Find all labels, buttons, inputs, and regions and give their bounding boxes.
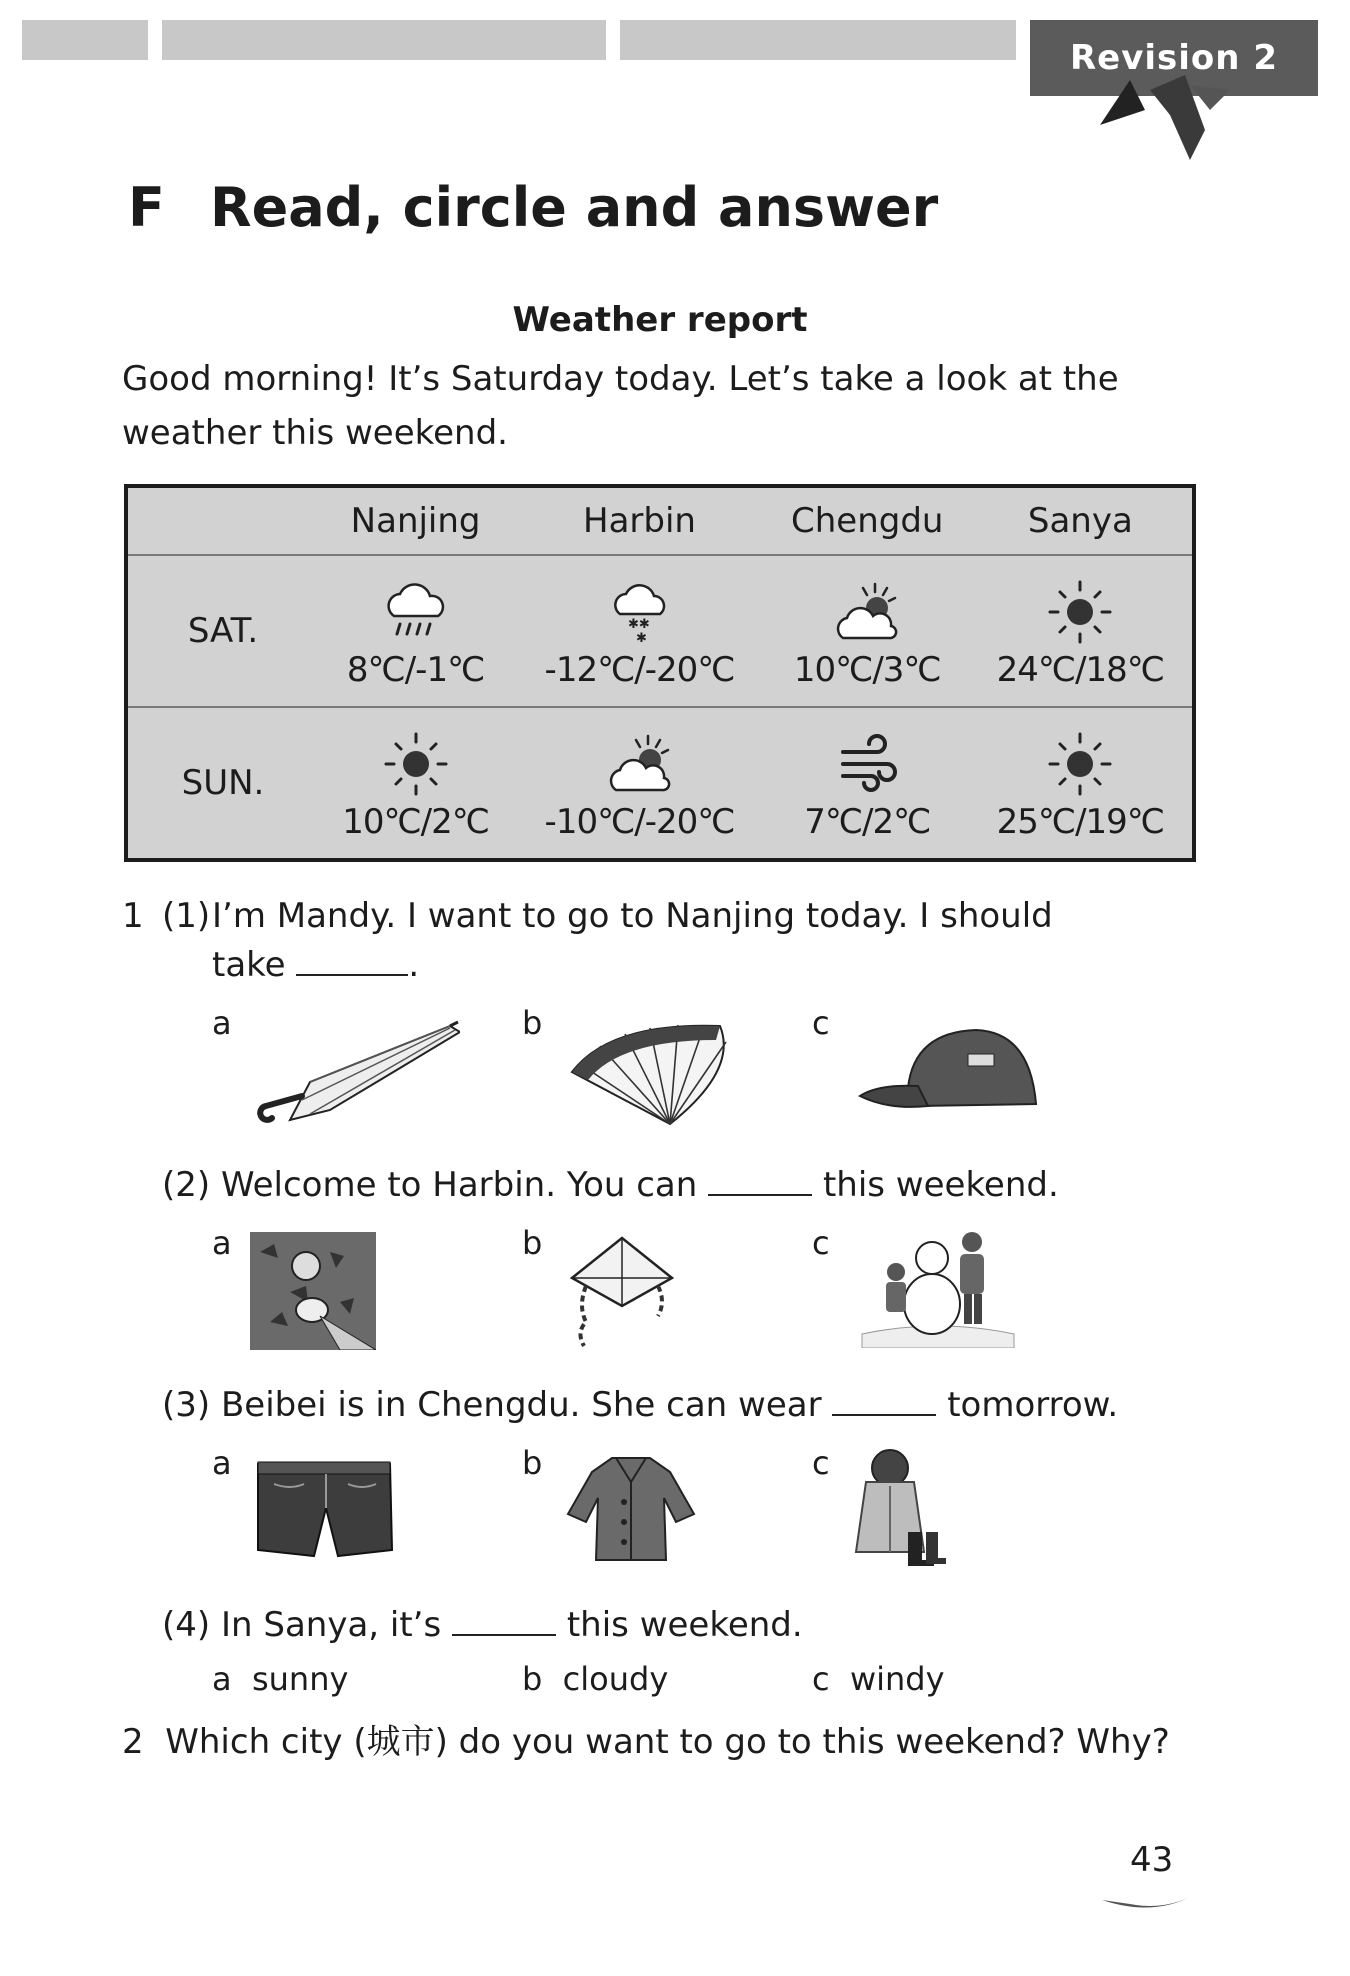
svg-text:✱✱: ✱✱ — [627, 617, 650, 632]
table-row-sun — [126, 707, 1194, 860]
option-1-4-a[interactable] — [212, 1660, 348, 1698]
header-bar-2 — [162, 20, 606, 60]
option-1-4-b-letter: b — [522, 1660, 543, 1698]
cell-sun-chengdu — [766, 707, 969, 860]
option-1-2-a[interactable]: a — [212, 1224, 232, 1262]
revision-tab: Revision 2 — [1030, 20, 1318, 96]
umbrella-icon — [250, 1020, 460, 1130]
partly-cloudy-icon — [598, 732, 682, 796]
option-1-4-a-text: sunny — [251, 1660, 349, 1698]
answer-blank-1-4[interactable] — [452, 1604, 556, 1636]
q1-3-pre: Beibei is in Chengdu. She can wear — [220, 1385, 822, 1425]
question-1-1-number: (1) — [162, 896, 211, 936]
question-1-1-line1: I’m Mandy. I want to go to Nanjing today. I should — [212, 896, 1053, 936]
q1-3-post: tomorrow. — [947, 1385, 1119, 1425]
sun-icon — [1038, 580, 1122, 644]
option-1-4-c-text: windy — [849, 1660, 945, 1698]
option-1-1-b[interactable]: b — [522, 1004, 543, 1042]
report-title: Weather report — [512, 300, 808, 340]
question-1-number: 1 — [122, 896, 144, 936]
day-label-sat: SAT. — [126, 555, 318, 707]
temp-sun-nanjing: 10℃/2℃ — [342, 802, 489, 842]
q1-4-number: (4) — [162, 1605, 211, 1645]
city-sanya: Sanya — [969, 486, 1194, 555]
cell-sun-nanjing — [318, 707, 513, 860]
snow-cloud-icon — [598, 580, 682, 644]
question-1-1-line2 — [212, 944, 419, 985]
option-1-4-b[interactable] — [522, 1660, 668, 1698]
q1-4-pre: In Sanya, it’s — [220, 1605, 442, 1645]
rain-cloud-icon — [374, 580, 458, 644]
sun-icon — [1038, 732, 1122, 796]
q1-3-number: (3) — [162, 1385, 211, 1425]
answer-blank-1-3[interactable] — [832, 1384, 936, 1416]
temp-sun-sanya: 25℃/19℃ — [996, 802, 1164, 842]
option-1-3-a[interactable]: a — [212, 1444, 232, 1482]
leaf-decoration-icon — [1090, 70, 1240, 165]
fan-icon — [570, 1020, 740, 1130]
option-1-2-b[interactable]: b — [522, 1224, 543, 1262]
temp-sat-chengdu: 10℃/3℃ — [793, 650, 941, 690]
cell-sat-harbin — [513, 555, 766, 707]
option-1-4-b-text: cloudy — [562, 1660, 669, 1698]
sun-icon — [374, 732, 458, 796]
option-1-4-c-letter: c — [812, 1660, 830, 1698]
option-1-1-c[interactable]: c — [812, 1004, 830, 1042]
cell-sun-sanya — [969, 707, 1194, 860]
q1-4-post: this weekend. — [566, 1605, 803, 1645]
shorts-icon — [254, 1456, 394, 1562]
city-harbin: Harbin — [513, 486, 766, 555]
corner-cell — [126, 486, 318, 555]
temp-sun-harbin: -10℃/-20℃ — [544, 802, 735, 842]
question-1-3 — [162, 1384, 1118, 1425]
temp-sat-sanya: 24℃/18℃ — [996, 650, 1164, 690]
report-intro — [122, 352, 1142, 460]
question-2 — [122, 1714, 1170, 1763]
coat-icon — [566, 1452, 696, 1564]
option-1-4-c[interactable] — [812, 1660, 945, 1698]
q1-1-period: . — [408, 945, 420, 985]
answer-blank-1-1[interactable] — [296, 944, 408, 976]
option-1-1-a[interactable]: a — [212, 1004, 232, 1042]
header-bar-1 — [22, 20, 148, 60]
raincoat-boots-icon — [850, 1448, 946, 1566]
question-1-2 — [162, 1164, 1059, 1205]
pick-leaves-icon — [250, 1232, 376, 1350]
temp-sat-harbin: -12℃/-20℃ — [544, 650, 735, 690]
page-corner-swoosh-icon — [1100, 1880, 1190, 1920]
partly-cloudy-icon — [825, 580, 909, 644]
q1-2-pre: Welcome to Harbin. You can — [220, 1165, 698, 1205]
q1-2-post: this weekend. — [822, 1165, 1059, 1205]
cell-sat-chengdu — [766, 555, 969, 707]
q1-2-number: (2) — [162, 1165, 211, 1205]
cap-icon — [858, 1024, 1042, 1114]
q2-number: 2 — [122, 1722, 144, 1762]
option-1-3-c[interactable]: c — [812, 1444, 830, 1482]
temp-sat-nanjing: 8℃/-1℃ — [346, 650, 485, 690]
cell-sat-sanya — [969, 555, 1194, 707]
svg-text:✱: ✱ — [635, 631, 647, 644]
question-1-4 — [162, 1604, 803, 1645]
table-header-row — [126, 486, 1194, 555]
option-1-4-a-letter: a — [212, 1660, 232, 1698]
section-letter: F — [128, 176, 165, 239]
table-row-sat — [126, 555, 1194, 707]
cell-sun-harbin — [513, 707, 766, 860]
option-1-3-b[interactable]: b — [522, 1444, 543, 1482]
cell-sat-nanjing — [318, 555, 513, 707]
temp-sun-chengdu: 7℃/2℃ — [804, 802, 931, 842]
page-number: 43 — [1130, 1840, 1174, 1880]
day-label-sun: SUN. — [181, 763, 265, 803]
q2-text: Which city (城市) do you want to go to this weekend? Why? — [165, 1722, 1170, 1762]
answer-blank-1-2[interactable] — [708, 1164, 812, 1196]
intro-line-1: Good morning! It’s Saturday today. Let’s take a look at the — [122, 359, 1119, 399]
intro-line-2: weather this weekend. — [122, 413, 508, 453]
city-chengdu: Chengdu — [766, 486, 969, 555]
q1-1-take: take — [212, 945, 286, 985]
wind-icon — [825, 732, 909, 796]
snowman-icon — [860, 1230, 1016, 1348]
kite-icon — [566, 1236, 676, 1348]
section-title: Read, circle and answer — [210, 176, 939, 239]
city-nanjing: Nanjing — [318, 486, 513, 555]
option-1-2-c[interactable]: c — [812, 1224, 830, 1262]
header-bar-3 — [620, 20, 1016, 60]
weather-table — [124, 484, 1196, 862]
